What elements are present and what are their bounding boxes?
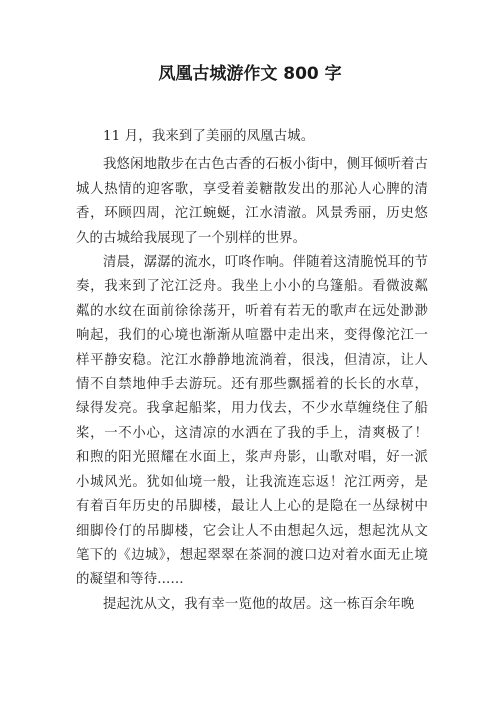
document-body [76, 125, 428, 617]
paragraph: 提起沈从文，我有幸一览他的故居。这一栋百余年晚 [103, 596, 415, 612]
document-title: 凤凰古城游作文 800 字 [158, 64, 342, 84]
paragraph: 11 月，我来到了美丽的凤凰古城。 [103, 129, 315, 144]
paragraph: 我悠闲地散步在古色古香的石板小街中，侧耳倾听着古城人热情的迎客歌，享受着姜糖散发出的那沁人心脾的清香，环顾四周，沱江蜿蜒，江水清澈。风景秀丽，历史悠久的古城给我展现了一个别样的世界。 [76, 157, 428, 246]
paragraph: 清晨，潺潺的流水，叮咚作响。伴随着这清脆悦耳的节奏，我来到了沱江泛舟。我坐上小小的乌篷船。看微波粼粼的水纹在面前徐徐荡开，听着有若无的歌声在远处渺渺响起，我们的心境也渐渐从喧嚣中走出来，变得像沱江一样平静安稳。沱江水静静地流淌着，很浅，但清凉，让人情不自禁地伸手去游玩。还有那些飘摇着的长长的水草，绿得发亮。我拿起船桨，用力伐去，不少水草缠绕住了船桨，一不小心，这清凉的水洒在了我的手上，清爽极了！和煦的阳光照耀在水面上，浆声舟影，山歌对唱，好一派小城风光。犹如仙境一般，让我流连忘返！沱江两旁，是有着百年历史的吊脚楼，最让人上心的是隐在一丛绿树中细脚伶仃的吊脚楼，它会让人不由想起久远，想起沈从文笔下的《边城》，想起翠翠在茶洞的渡口边对着水面无止境的凝望和等待...... [76, 255, 428, 588]
